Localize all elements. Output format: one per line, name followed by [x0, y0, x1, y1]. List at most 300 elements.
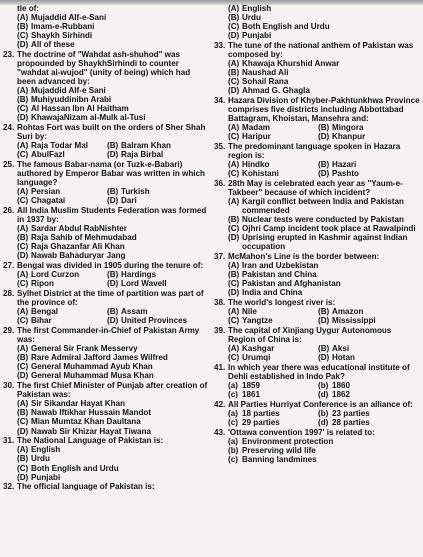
option-letter: (A) [17, 187, 29, 197]
option-text: Mississippi [332, 316, 376, 326]
answer-option [17, 196, 107, 205]
option-text: Bihar [31, 316, 52, 326]
option-letter: (a) [228, 409, 238, 419]
answer-option [318, 409, 420, 418]
option-letter: (C) [228, 353, 240, 363]
answer-option [228, 169, 318, 178]
question-number: 39. [214, 326, 226, 336]
options-list [17, 141, 209, 159]
option-letter: (B) [17, 454, 29, 464]
answer-option [107, 307, 209, 316]
option-letter: (A) [17, 445, 29, 455]
question-item [3, 436, 209, 481]
option-text: Pashto [332, 169, 359, 179]
question-item [3, 482, 209, 491]
answer-option [17, 251, 209, 260]
answer-option [318, 132, 420, 141]
option-text: Mujaddid Alf-e Sani [31, 86, 106, 96]
option-text: Both English and Urdu [242, 22, 330, 32]
option-text: Iran and Uzbekistan [242, 261, 319, 271]
question-number: 35. [214, 142, 226, 152]
option-letter: (A) [228, 307, 240, 317]
option-text: Persian [31, 187, 61, 197]
option-text: Assam [121, 307, 148, 317]
question-stem: Hazara Division of Khyber-Pakhtunkhwa Province comprises five districts including Abbottabad Battagram, Khoistan, Mansehra and: [228, 96, 420, 124]
option-text: Urumqi [242, 353, 271, 363]
option-letter: (D) [318, 316, 330, 326]
option-letter: (B) [318, 307, 330, 317]
options-list [228, 197, 420, 251]
answer-option [17, 399, 209, 408]
answer-option [228, 123, 318, 132]
answer-option [228, 409, 318, 418]
answer-option [17, 344, 209, 353]
answer-option [228, 224, 420, 233]
question-number: 41. [214, 363, 226, 373]
option-text: Banning landmines [242, 455, 317, 465]
question-stem: All India Muslim Students Federation was formed in 1937 by: [17, 206, 207, 225]
answer-option [17, 279, 107, 288]
question-number: 25. [3, 160, 15, 170]
options-list [17, 86, 209, 122]
option-letter: (A) [17, 270, 29, 280]
option-text: Ahmad G. Ghagla [242, 86, 310, 96]
question-number: 23. [3, 50, 15, 60]
option-letter: (B) [228, 270, 240, 280]
option-text: Mujaddid Alf-e-Sani [31, 13, 107, 23]
options-list [228, 123, 420, 141]
option-text: Lord Wavell [121, 279, 167, 289]
option-letter: (a) [228, 381, 238, 391]
option-text: Shaykh Sirhindi [31, 31, 93, 41]
answer-option [17, 445, 209, 454]
question-stem: Bengal was divided in 1905 during the tenure of: [17, 261, 204, 271]
question-item [214, 326, 420, 362]
answer-option [17, 95, 209, 104]
question-item [3, 206, 209, 260]
option-letter: (C) [17, 316, 29, 326]
option-text: 23 parties [332, 409, 370, 419]
question-stem: The National Language of Pakistan is: [17, 436, 164, 446]
question-stem: The predominant language spoken in Hazara region is: [228, 142, 401, 161]
option-text: Khawaja Khurshid Anwar [242, 59, 340, 69]
option-letter: (C) [17, 279, 29, 289]
options-list [228, 409, 420, 427]
option-text: Nile [242, 307, 257, 317]
question-body [17, 326, 209, 380]
option-text: Aksi [332, 344, 350, 354]
question-stem: McMahon's Line is the border between: [228, 252, 380, 262]
option-text: Bengal [31, 307, 58, 317]
answer-option [17, 233, 209, 242]
question-stem: 'Ottawa convention 1997' is related to: [228, 428, 375, 438]
option-text: Nuclear tests were conducted by Pakistan [242, 215, 404, 225]
option-letter: (A) [17, 86, 29, 96]
answer-option [228, 77, 420, 86]
options-list [17, 13, 209, 49]
answer-option [17, 141, 107, 150]
question-body [228, 179, 420, 251]
question-stem: The doctrine of "Wahdat ash-shuhod" was propounded by ShaykhSirhindi to counter "wahdat al-wujod" (unity of being) which had been advanced by: [17, 50, 191, 87]
answer-option [228, 455, 420, 464]
question-body [17, 289, 209, 325]
question-number: 34. [214, 96, 226, 106]
answer-option [228, 215, 420, 224]
option-letter: (A) [228, 59, 240, 69]
option-letter: (A) [17, 344, 29, 354]
option-letter: (D) [228, 288, 240, 298]
question-item [3, 289, 209, 325]
answer-option [107, 150, 209, 159]
option-letter: (B) [107, 270, 119, 280]
option-letter: (A) [228, 197, 240, 207]
question-number [214, 4, 228, 40]
answer-option [17, 454, 209, 463]
options-list [17, 445, 209, 481]
question-item [3, 381, 209, 435]
question-number: 38. [214, 298, 226, 308]
question-item [214, 363, 420, 399]
option-letter: (D) [107, 150, 119, 160]
option-text: AbulFazl [31, 150, 65, 160]
question-body [228, 142, 420, 178]
answer-option [318, 381, 420, 390]
options-list [228, 261, 420, 297]
option-letter: (B) [318, 344, 330, 354]
answer-option [17, 13, 209, 22]
option-text: Raja Ghazanfar Ali Khan [31, 242, 125, 252]
option-letter: (C) [17, 196, 29, 206]
answer-option [17, 224, 209, 233]
answer-option [17, 427, 209, 436]
options-list [17, 399, 209, 435]
question-body [228, 96, 420, 141]
option-text: Raja Birbal [121, 150, 164, 160]
options-list [228, 344, 420, 362]
question-body [17, 50, 209, 122]
option-letter: (A) [17, 141, 29, 151]
option-letter: (b) [318, 409, 329, 419]
options-list [17, 187, 209, 205]
option-text: Raja Todar Mal [31, 141, 88, 151]
option-letter: (D) [228, 31, 240, 41]
option-text: Turkish [121, 187, 150, 197]
option-text: 1859 [242, 381, 261, 391]
answer-option [228, 132, 318, 141]
answer-option [228, 31, 420, 40]
answer-option [17, 187, 107, 196]
answer-option [17, 307, 107, 316]
option-text: Hazari [332, 160, 357, 170]
option-text: Khanpur [332, 132, 366, 142]
answer-option [228, 437, 420, 446]
options-list [17, 224, 209, 260]
answer-option [17, 31, 209, 40]
option-letter: (D) [17, 371, 29, 381]
question-body [228, 400, 420, 427]
question-body [228, 326, 420, 362]
answer-option [228, 160, 318, 169]
option-letter: (C) [228, 22, 240, 32]
option-text: Uprising erupted in Kashmir against Indian occupation [242, 233, 408, 252]
option-letter: (C) [17, 362, 29, 372]
option-letter: (B) [107, 307, 119, 317]
answer-option [107, 196, 209, 205]
option-letter: (D) [107, 196, 119, 206]
question-item [3, 123, 209, 159]
answer-option [228, 4, 420, 13]
option-text: KhawajaNizam al-Mulk al-Tusi [31, 113, 146, 123]
option-letter: (C) [17, 150, 29, 160]
option-letter: (B) [17, 353, 29, 363]
option-text: Rare Admiral Jafford James Wilfred [31, 353, 168, 363]
answer-option [228, 261, 420, 270]
option-letter: (D) [17, 113, 29, 123]
option-letter: (C) [17, 104, 29, 114]
option-letter: (A) [228, 160, 240, 170]
option-text: 1861 [242, 390, 261, 400]
question-number: 26. [3, 206, 15, 216]
question-item [3, 261, 209, 288]
answer-option [228, 316, 318, 325]
option-text: 28 parties [332, 418, 370, 428]
question-body [228, 298, 420, 325]
option-letter: (B) [17, 95, 29, 105]
question-item [214, 4, 420, 40]
question-number: 30. [3, 381, 15, 391]
answer-option [228, 288, 420, 297]
question-stem: 28th May is celebrated each year as "Yaum-e-Takbeer" because of which incident? [228, 179, 403, 198]
answer-option [17, 371, 209, 380]
option-text: Lord Curzon [31, 270, 80, 280]
option-text: Balram Khan [121, 141, 171, 151]
question-number: 28. [3, 289, 15, 299]
option-letter: (D) [107, 316, 119, 326]
option-text: Al Hassan Ibn Al Haitham [31, 104, 129, 114]
option-text: Preserving wild life [242, 446, 316, 456]
option-text: Sohail Rana [242, 77, 289, 87]
question-body [17, 381, 209, 435]
option-letter: (D) [17, 426, 29, 436]
question-body [17, 436, 209, 481]
options-list [228, 437, 420, 464]
answer-option [17, 473, 209, 482]
question-body [17, 206, 209, 260]
option-letter: (B) [107, 141, 119, 151]
option-text: English [31, 445, 61, 455]
options-list [228, 160, 420, 178]
answer-option [17, 40, 209, 49]
option-text: Haripur [242, 132, 271, 142]
option-text: Dari [121, 196, 137, 206]
question-body [17, 123, 209, 159]
option-letter: (A) [17, 307, 29, 317]
question-number: 29. [3, 326, 15, 336]
options-list [228, 59, 420, 95]
answer-option [228, 446, 420, 455]
option-letter: (c) [228, 418, 238, 428]
question-item [3, 4, 209, 49]
option-letter: (C) [228, 279, 240, 289]
question-body [17, 160, 209, 205]
option-text: Raja Sahib of Mehmudabad [31, 233, 137, 243]
question-stem: The official language of Pakistan is: [17, 482, 155, 492]
answer-option [228, 233, 420, 251]
option-text: Both English and Urdu [31, 463, 119, 473]
option-text: 1860 [332, 381, 351, 391]
answer-option [17, 150, 107, 159]
option-text: Madam [242, 123, 270, 133]
question-body [228, 363, 420, 399]
options-list [17, 307, 209, 325]
question-item [3, 160, 209, 205]
options-list [228, 307, 420, 325]
question-body [228, 428, 420, 464]
answer-option [228, 279, 420, 288]
answer-option [228, 390, 318, 399]
question-stem: Sylhet District at the time of partition was part of the province of: [17, 289, 204, 308]
option-text: Hotan [332, 353, 355, 363]
left-column [3, 4, 209, 492]
option-letter: (C) [228, 169, 240, 179]
option-text: General Muhammad Musa Khan [31, 371, 154, 381]
answer-option [318, 418, 420, 427]
question-item [214, 142, 420, 178]
question-stem: The famous Babar-nama (or Tuzk-e-Babari) authored by Emperor Babar was written in which language? [17, 160, 205, 188]
question-item [3, 326, 209, 380]
option-letter: (A) [228, 261, 240, 271]
answer-option [318, 344, 420, 353]
option-text: Nawab Iftikhar Hussain Mandot [31, 408, 152, 418]
option-letter: (B) [17, 22, 29, 32]
option-text: Urdu [242, 13, 261, 23]
answer-option [318, 307, 420, 316]
answer-option [228, 381, 318, 390]
option-letter: (D) [228, 233, 240, 243]
options-list [228, 4, 420, 40]
option-letter: (C) [17, 417, 29, 427]
option-letter: (A) [17, 224, 29, 234]
answer-option [17, 464, 209, 473]
option-text: India and China [242, 288, 303, 298]
option-letter: (C) [228, 132, 240, 142]
option-text: Urdu [31, 454, 50, 464]
option-letter: (B) [17, 233, 29, 243]
question-number: 43. [214, 428, 226, 438]
option-text: Nawab Bahaduryar Jang [31, 251, 126, 261]
option-text: Punjabi [242, 31, 272, 41]
option-text: Amazon [332, 307, 364, 317]
option-text: Muhiyuddinibn Arabi [31, 95, 112, 105]
question-item [214, 179, 420, 251]
answer-option [107, 270, 209, 279]
option-text: Sir Sikandar Hayat Khan [31, 399, 126, 409]
answer-option [107, 279, 209, 288]
option-text: Environment protection [242, 437, 334, 447]
question-number [3, 4, 17, 49]
question-item [214, 41, 420, 95]
question-stem: tle of: [17, 4, 40, 13]
answer-option [228, 418, 318, 427]
question-stem: The capital of Xinjiang Uygur Autonomous Region of China is: [228, 326, 392, 345]
answer-option [107, 141, 209, 150]
option-letter: (b) [318, 381, 329, 391]
option-letter: (D) [318, 353, 330, 363]
answer-option [228, 13, 420, 22]
answer-option [17, 408, 209, 417]
answer-option [107, 316, 209, 325]
answer-option [228, 270, 420, 279]
option-letter: (C) [228, 77, 240, 87]
option-text: 18 parties [242, 409, 280, 419]
answer-option [17, 22, 209, 31]
option-text: Imam-e-Rubbani [31, 22, 95, 32]
option-text: Nawab Sir Khizar Hayat Tiwana [31, 426, 151, 436]
question-item [3, 50, 209, 122]
option-text: Pakistan and China [242, 270, 317, 280]
question-item [214, 428, 420, 464]
option-letter: (B) [17, 408, 29, 418]
options-list [17, 270, 209, 288]
option-text: All of these [31, 40, 75, 50]
question-stem: All Parties Hurriyat Conference is an alliance of: [228, 400, 413, 410]
option-text: Yangtze [242, 316, 273, 326]
options-list [228, 381, 420, 399]
option-letter: (d) [318, 390, 329, 400]
option-letter: (c) [228, 390, 238, 400]
question-stem: The world's longest river is: [228, 298, 336, 308]
option-text: Punjabi [31, 472, 61, 482]
options-list [17, 344, 209, 380]
question-number: 27. [3, 261, 15, 271]
option-text: Kashgar [242, 344, 275, 354]
question-stem: Rohtas Fort was built on the orders of Sher Shah Suri by: [17, 123, 206, 142]
option-letter: (A) [228, 123, 240, 133]
option-letter: (C) [228, 316, 240, 326]
question-stem: The tune of the national anthem of Pakistan was composed by: [228, 40, 414, 60]
option-text: Ojhri Camp incident took place at Rawalpindi [242, 224, 416, 234]
option-text: Ripon [31, 279, 54, 289]
question-body [17, 482, 209, 491]
option-letter: (D) [17, 251, 29, 261]
option-letter: (B) [228, 13, 240, 23]
option-letter: (C) [17, 31, 29, 41]
option-text: General Sir Frank Messervy [31, 344, 138, 354]
answer-option [228, 22, 420, 31]
question-item [214, 400, 420, 427]
answer-option [228, 68, 420, 77]
option-letter: (D) [228, 86, 240, 96]
option-text: Pakistan and Afghanistan [242, 279, 341, 289]
question-body [228, 41, 420, 95]
question-body [228, 4, 420, 40]
option-text: Chagatai [31, 196, 66, 206]
answer-option [107, 187, 209, 196]
answer-option [17, 113, 209, 122]
option-text: United Provinces [121, 316, 188, 326]
answer-option [17, 353, 209, 362]
question-number: 33. [214, 40, 226, 50]
option-letter: (B) [318, 160, 330, 170]
answer-option [17, 104, 209, 113]
answer-option [228, 307, 318, 316]
option-letter: (A) [17, 399, 29, 409]
answer-option [318, 169, 420, 178]
option-letter: (B) [228, 68, 240, 78]
question-number: 24. [3, 123, 15, 133]
option-text: Hardings [121, 270, 157, 280]
answer-option [228, 86, 420, 95]
